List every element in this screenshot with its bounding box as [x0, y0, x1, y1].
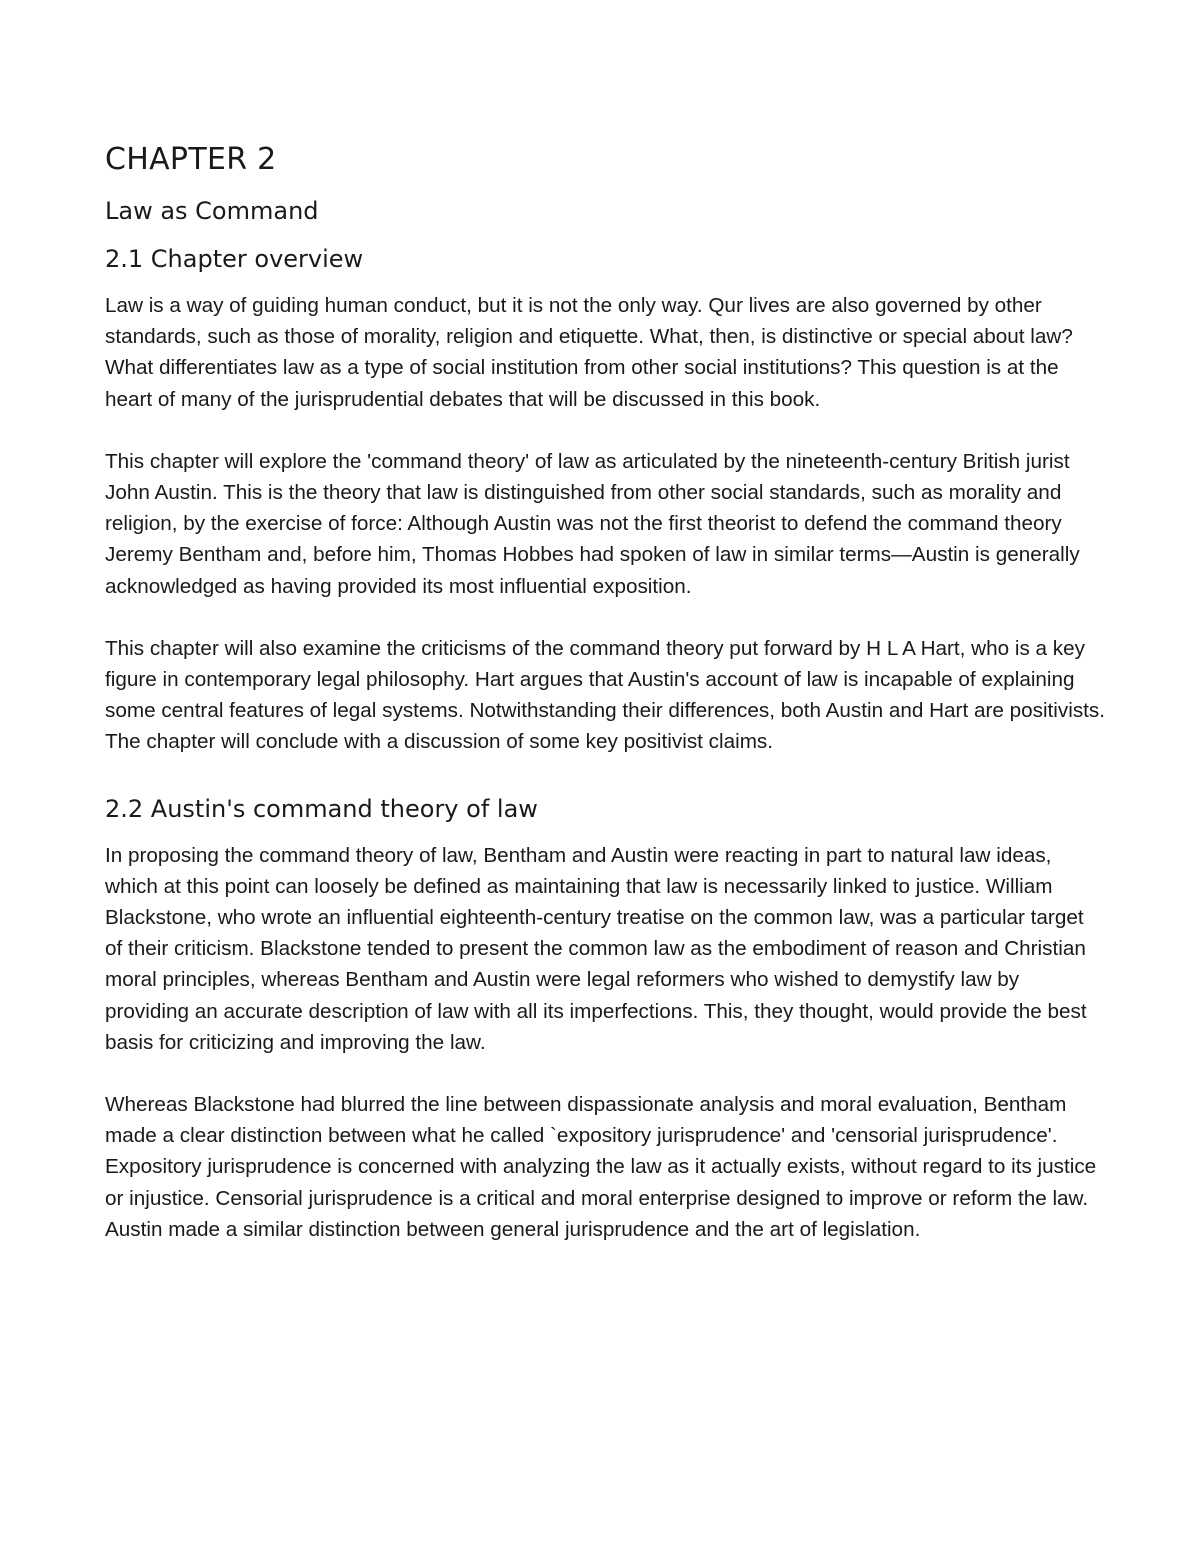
document-page: [105, 138, 1105, 1276]
paragraph: Whereas Blackstone had blurred the line between dispassionate analysis and moral evaluation, Bentham made a clear distinction between what he called `expository jurisprudence' and 'censorial jurisprudence'. Expository jurisprudence is concerned with analyzing the law as it actually exists, without regard to its justice or injustice. Censorial jurisprudence is a critical and moral enterprise designed to improve or reform the law. Austin made a similar distinction between general jurisprudence and the art of legislation.: [105, 1093, 1097, 1241]
chapter-label: CHAPTER 2: [105, 142, 277, 177]
paragraph: This chapter will also examine the criticisms of the command theory put forward by H L A Hart, who is a key figure in contemporary legal philosophy. Hart argues that Austin's account of law is incapable of explaining some central features of legal systems. Notwithstanding their differences, both Austin and Hart are positivists. The chapter will conclude with a discussion of some key positivist claims.: [105, 636, 1106, 754]
section-heading: 2.1 Chapter overview: [105, 245, 364, 273]
paragraph: In proposing the command theory of law, Bentham and Austin were reacting in part to natural law ideas, which at this point can loosely be defined as maintaining that law is necessarily linked to justice. William Blackstone, who wrote an influential eighteenth-century treatise on the common law, was a particular target of their criticism. Blackstone tended to present the common law as the embodiment of reason and Christian moral principles, whereas Bentham and Austin were legal reformers who wished to demystify law by providing an accurate description of law with all its imperfections. This, they thought, would provide the best basis for criticizing and improving the law.: [105, 843, 1087, 1054]
chapter-title: Law as Command: [105, 197, 319, 225]
paragraph: This chapter will explore the 'command theory' of law as articulated by the nineteenth-century British jurist John Austin. This is the theory that law is distinguished from other social standards, such as morality and religion, by the exercise of force: Although Austin was not the first theorist to defend the command theory Jeremy Bentham and, before him, Thomas Hobbes had spoken of law in similar terms—Austin is generally acknowledged as having provided its most influential exposition.: [105, 449, 1080, 598]
section-overview: [105, 242, 1105, 758]
paragraph: Law is a way of guiding human conduct, but it is not the only way. Qur lives are also governed by other standards, such as those of morality, religion and etiquette. What, then, is distinctive or special about law? What differentiates law as a type of social institution from other social institutions? This question is at the heart of many of the jurisprudential debates that will be discussed in this book.: [105, 294, 1073, 411]
section-heading: 2.2 Austin's command theory of law: [105, 794, 538, 823]
section-austin-command-theory: [105, 792, 1105, 1245]
